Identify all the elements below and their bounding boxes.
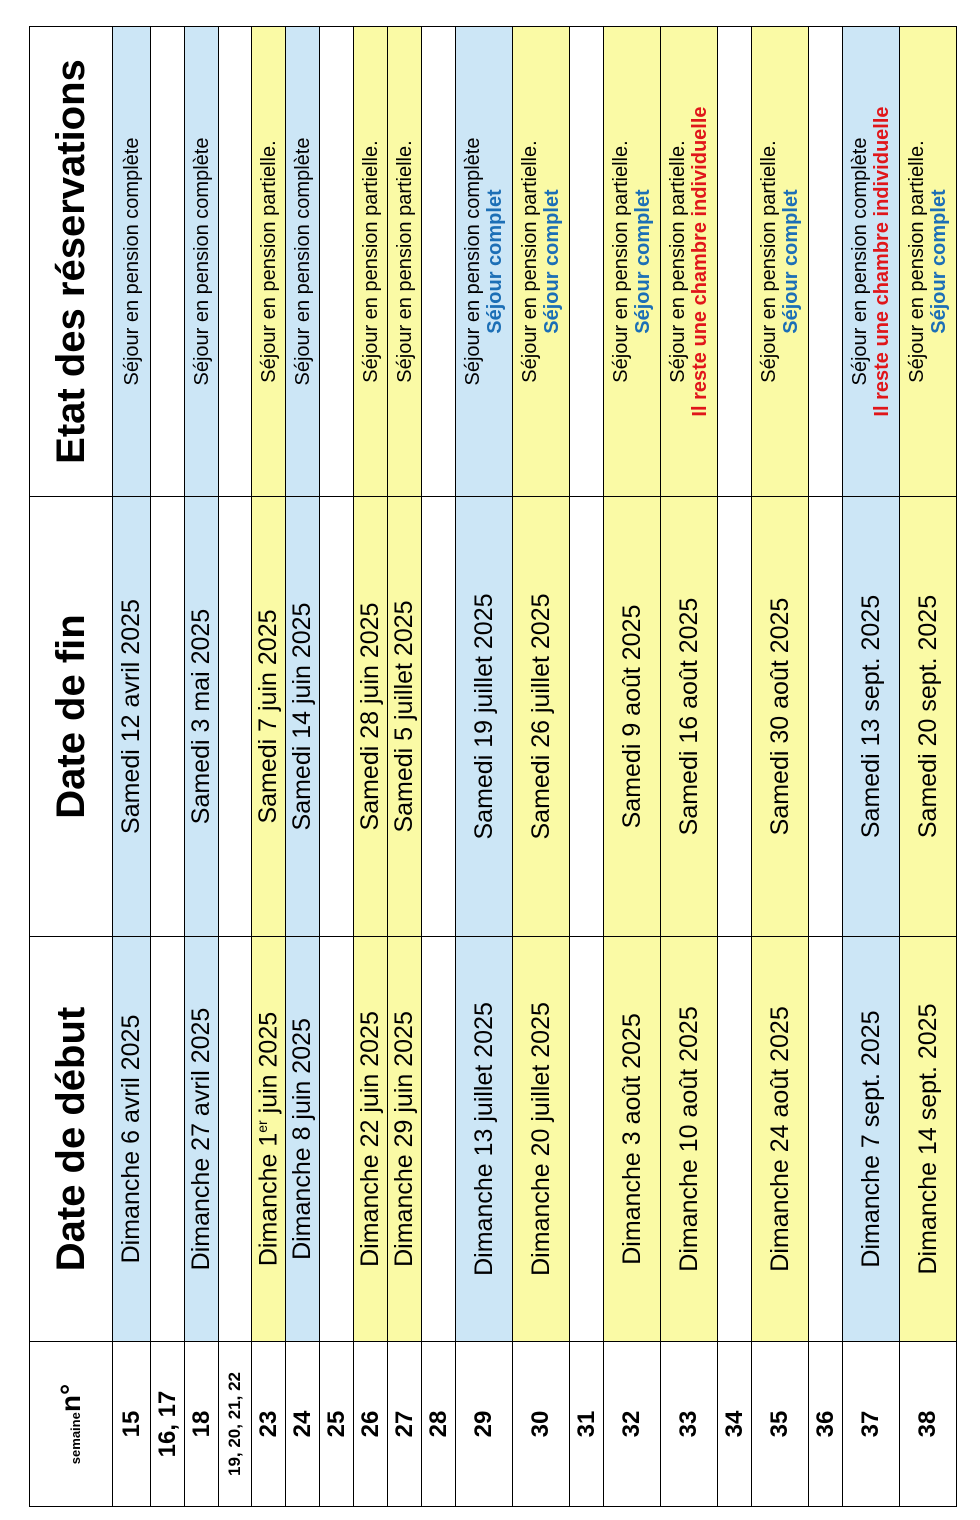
table-row <box>354 27 388 1507</box>
table-row <box>900 27 957 1507</box>
start-date-cell: Dimanche 6 avril 2025 <box>113 937 151 1342</box>
start-date-cell <box>219 937 252 1342</box>
table-row <box>219 27 252 1507</box>
status-cell <box>320 27 354 497</box>
week-number-cell: 15 <box>113 1342 151 1507</box>
end-date-cell <box>422 497 456 937</box>
start-date-cell: Dimanche 13 juillet 2025 <box>456 937 513 1342</box>
start-date-superscript: er <box>253 1120 270 1133</box>
start-date-cell <box>718 937 752 1342</box>
start-date-cell: Dimanche 22 juin 2025 <box>354 937 388 1342</box>
start-date-tail: juin 2025 <box>254 1011 283 1121</box>
start-date-cell: Dimanche 24 août 2025 <box>752 937 809 1342</box>
table-row <box>809 27 843 1507</box>
status-cell <box>456 27 513 497</box>
end-date-cell: Samedi 3 mai 2025 <box>185 497 219 937</box>
full-stay-badge: Séjour complet <box>484 189 506 334</box>
start-date-cell: Dimanche 10 août 2025 <box>661 937 718 1342</box>
week-number-cell: 28 <box>422 1342 456 1507</box>
availability-note: Il reste une chambre individuelle <box>871 106 893 417</box>
end-date-cell: Samedi 7 juin 2025 <box>252 497 286 937</box>
header-start-date: Date de début <box>30 937 113 1342</box>
start-date-cell: Dimanche 27 avril 2025 <box>185 937 219 1342</box>
end-date-cell <box>718 497 752 937</box>
status-cell <box>752 27 809 497</box>
status-cell <box>809 27 843 497</box>
end-date-cell: Samedi 26 juillet 2025 <box>513 497 570 937</box>
table-row <box>113 27 151 1507</box>
status-cell <box>113 27 151 497</box>
status-text: Séjour en pension complète <box>462 137 484 386</box>
start-date-cell: Dimanche 20 juillet 2025 <box>513 937 570 1342</box>
full-stay-badge: Séjour complet <box>928 189 950 334</box>
header-week-small: semaine <box>68 1412 83 1465</box>
table-row <box>422 27 456 1507</box>
status-cell <box>900 27 957 497</box>
table-row <box>843 27 900 1507</box>
table-row <box>718 27 752 1507</box>
table-row <box>456 27 513 1507</box>
week-number-cell: 25 <box>320 1342 354 1507</box>
week-number-cell: 38 <box>900 1342 957 1507</box>
week-number-cell: 32 <box>604 1342 661 1507</box>
end-date-cell: Samedi 9 août 2025 <box>604 497 661 937</box>
end-date-cell: Samedi 30 août 2025 <box>752 497 809 937</box>
start-date-cell <box>151 937 185 1342</box>
status-cell <box>422 27 456 497</box>
table-row <box>513 27 570 1507</box>
table-body <box>113 27 957 1507</box>
status-text: Séjour en pension partielle. <box>519 140 541 383</box>
status-text: Séjour en pension complète <box>849 137 871 386</box>
end-date-cell <box>219 497 252 937</box>
week-number-cell: 19, 20, 21, 22 <box>219 1342 252 1507</box>
end-date-cell <box>151 497 185 937</box>
status-text: Séjour en pension partielle. <box>393 140 416 383</box>
end-date-cell: Samedi 5 juillet 2025 <box>388 497 422 937</box>
week-number-cell: 31 <box>570 1342 604 1507</box>
status-cell <box>843 27 900 497</box>
week-number-cell: 18 <box>185 1342 219 1507</box>
status-cell <box>718 27 752 497</box>
week-number-cell: 36 <box>809 1342 843 1507</box>
week-number-cell: 35 <box>752 1342 809 1507</box>
header-week-number: n° <box>55 1383 86 1413</box>
week-number-cell: 23 <box>252 1342 286 1507</box>
table-row <box>604 27 661 1507</box>
status-cell <box>661 27 718 497</box>
start-date-cell <box>809 937 843 1342</box>
end-date-cell <box>570 497 604 937</box>
week-number-cell: 29 <box>456 1342 513 1507</box>
start-date-cell <box>320 937 354 1342</box>
week-number-cell: 24 <box>286 1342 320 1507</box>
table-row <box>570 27 604 1507</box>
header-end-date: Date de fin <box>30 497 113 937</box>
week-number-cell: 30 <box>513 1342 570 1507</box>
status-cell <box>570 27 604 497</box>
status-text: Séjour en pension partielle. <box>758 140 780 383</box>
end-date-cell: Samedi 12 avril 2025 <box>113 497 151 937</box>
status-text: Séjour en pension partielle. <box>906 140 928 383</box>
end-date-cell: Samedi 13 sept. 2025 <box>843 497 900 937</box>
start-date-cell <box>422 937 456 1342</box>
table-row <box>320 27 354 1507</box>
table-row <box>388 27 422 1507</box>
status-text: Séjour en pension partielle. <box>610 140 632 383</box>
week-number-cell: 34 <box>718 1342 752 1507</box>
status-cell <box>219 27 252 497</box>
start-date-cell: Dimanche 3 août 2025 <box>604 937 661 1342</box>
end-date-cell: Samedi 28 juin 2025 <box>354 497 388 937</box>
status-cell <box>151 27 185 497</box>
table-row <box>185 27 219 1507</box>
end-date-cell: Samedi 16 août 2025 <box>661 497 718 937</box>
end-date-cell: Samedi 20 sept. 2025 <box>900 497 957 937</box>
status-text: Séjour en pension partielle. <box>667 140 689 383</box>
status-cell <box>252 27 286 497</box>
start-date-cell: Dimanche 14 sept. 2025 <box>900 937 957 1342</box>
week-number-cell: 33 <box>661 1342 718 1507</box>
status-cell <box>354 27 388 497</box>
status-text: Séjour en pension complète <box>190 137 213 386</box>
start-date-cell <box>570 937 604 1342</box>
status-cell <box>388 27 422 497</box>
table-row <box>661 27 718 1507</box>
full-stay-badge: Séjour complet <box>632 189 654 334</box>
week-number-cell: 16, 17 <box>151 1342 185 1507</box>
reservations-table-container <box>29 27 950 1507</box>
table-row <box>252 27 286 1507</box>
week-number-cell: 26 <box>354 1342 388 1507</box>
week-number-cell: 37 <box>843 1342 900 1507</box>
table-row <box>286 27 320 1507</box>
status-cell <box>185 27 219 497</box>
availability-note: Il reste une chambre individuelle <box>689 106 711 417</box>
end-date-cell <box>320 497 354 937</box>
table-row <box>151 27 185 1507</box>
status-text: Séjour en pension complète <box>291 137 314 386</box>
table-row <box>752 27 809 1507</box>
status-text: Séjour en pension complète <box>120 137 143 386</box>
end-date-cell <box>809 497 843 937</box>
status-text: Séjour en pension partielle. <box>257 140 280 383</box>
status-cell <box>604 27 661 497</box>
status-text: Séjour en pension partielle. <box>359 140 382 383</box>
start-date-cell: Dimanche 29 juin 2025 <box>388 937 422 1342</box>
end-date-cell: Samedi 14 juin 2025 <box>286 497 320 937</box>
end-date-cell: Samedi 19 juillet 2025 <box>456 497 513 937</box>
status-cell <box>513 27 570 497</box>
header-week <box>30 1342 113 1507</box>
start-date-cell <box>252 937 286 1342</box>
full-stay-badge: Séjour complet <box>780 189 802 334</box>
week-number-cell: 27 <box>388 1342 422 1507</box>
reservations-table <box>29 26 957 1507</box>
start-date-cell: Dimanche 7 sept. 2025 <box>843 937 900 1342</box>
full-stay-badge: Séjour complet <box>541 189 563 334</box>
header-row <box>30 27 113 1507</box>
start-date-text: Dimanche 1 <box>254 1132 283 1267</box>
start-date-cell: Dimanche 8 juin 2025 <box>286 937 320 1342</box>
header-status: Etat des réservations <box>30 27 113 497</box>
status-cell <box>286 27 320 497</box>
